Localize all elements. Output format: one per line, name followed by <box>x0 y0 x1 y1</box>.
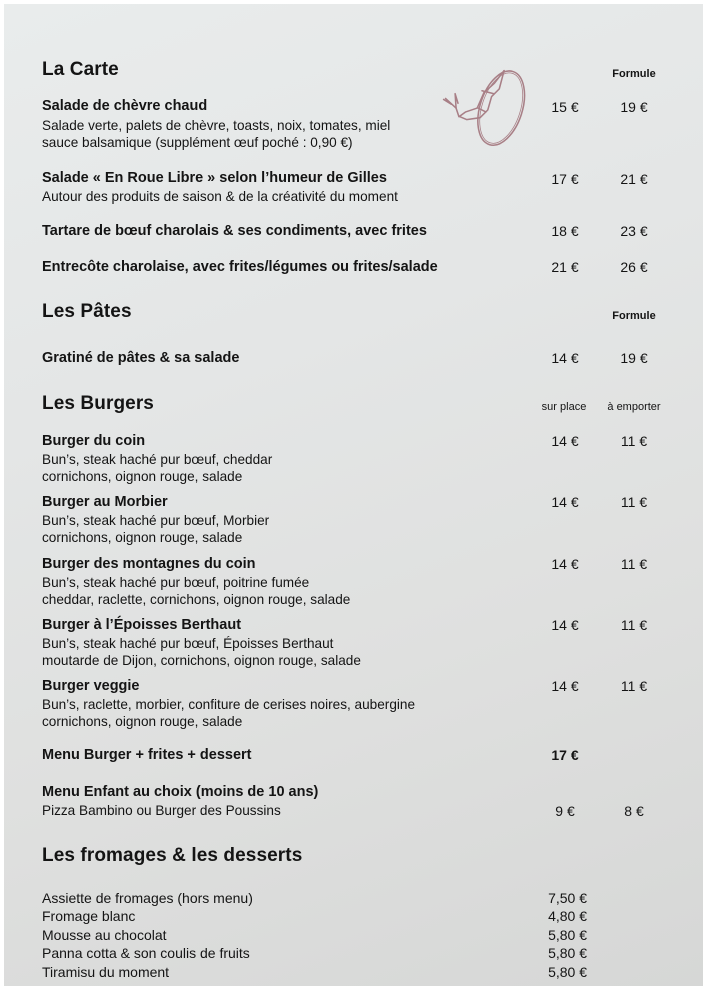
item-price-sur-place: 14 € <box>551 433 579 449</box>
item-price-sur-place: 14 € <box>551 678 579 694</box>
item-price-a-emporter: 11 € <box>620 494 648 510</box>
item-name: Burger des montagnes du coin <box>42 556 256 572</box>
item-description: Autour des produits de saison & de la créativité du moment <box>42 189 398 204</box>
item-price-a-emporter: 11 € <box>620 556 648 572</box>
item-name: Salade de chèvre chaud <box>42 98 208 114</box>
item-price-a-emporter: 8 € <box>624 803 644 819</box>
item-name: Menu Enfant au choix (moins de 10 ans) <box>42 784 319 800</box>
item-price-a-emporter: 11 € <box>620 678 648 694</box>
column-header-sur-place: sur place <box>541 401 587 413</box>
dessert-price: 4,80 € <box>548 908 587 925</box>
item-description: sauce balsamique (supplément œuf poché : 0,90 €) <box>42 135 353 150</box>
column-header-formule: Formule <box>612 310 656 322</box>
section-title-la-carte: La Carte <box>42 59 119 80</box>
item-price-formule: 19 € <box>620 99 648 115</box>
section-title-fromages-desserts: Les fromages & les desserts <box>42 845 303 866</box>
item-price-formule: 19 € <box>620 350 648 366</box>
item-price-formule: 23 € <box>620 223 648 239</box>
item-name: Menu Burger + frites + dessert <box>42 747 252 763</box>
dessert-price: 5,80 € <box>548 926 587 943</box>
item-price-a-emporter: 11 € <box>620 617 648 633</box>
section-title-les-pates: Les Pâtes <box>42 301 132 322</box>
item-name: Entrecôte charolaise, avec frites/légumes ou frites/salade <box>42 259 438 275</box>
item-name: Burger au Morbier <box>42 494 168 510</box>
item-description: Bun’s, steak haché pur bœuf, poitrine fumée <box>42 575 310 590</box>
item-price-sur-place: 9 € <box>555 803 575 819</box>
item-name: Gratiné de pâtes & sa salade <box>42 350 240 366</box>
item-price-formule: 26 € <box>620 259 648 275</box>
item-description: Bun’s, steak haché pur bœuf, Époisses Berthaut <box>42 636 334 651</box>
aerial-hoop-acrobat-icon <box>434 62 530 158</box>
dessert-price: 5,80 € <box>548 945 587 962</box>
dessert-name: Panna cotta & son coulis de fruits <box>42 945 250 962</box>
item-name: Tartare de bœuf charolais & ses condiments, avec frites <box>42 223 427 239</box>
item-price: 15 € <box>551 99 579 115</box>
item-price-sur-place: 14 € <box>551 556 579 572</box>
item-description: cornichons, oignon rouge, salade <box>42 714 243 729</box>
dessert-name: Fromage blanc <box>42 908 136 925</box>
dessert-price: 7,50 € <box>548 890 587 906</box>
item-price: 18 € <box>551 223 579 239</box>
item-description: cornichons, oignon rouge, salade <box>42 530 243 545</box>
item-description: cheddar, raclette, cornichons, oignon rouge, salade <box>42 592 351 607</box>
item-price-a-emporter: 11 € <box>620 433 648 449</box>
item-description: moutarde de Dijon, cornichons, oignon rouge, salade <box>42 653 361 668</box>
item-description: Bun’s, steak haché pur bœuf, cheddar <box>42 452 273 467</box>
item-description: Bun’s, steak haché pur bœuf, Morbier <box>42 513 270 528</box>
item-name: Burger à l’Époisses Berthaut <box>42 617 242 633</box>
column-header-formule: Formule <box>612 68 656 80</box>
column-header-a-emporter: à emporter <box>607 401 661 413</box>
item-description: Bun’s, raclette, morbier, confiture de cerises noires, aubergine <box>42 697 416 712</box>
dessert-price: 5,80 € <box>548 963 587 980</box>
item-name: Salade « En Roue Libre » selon l’humeur de Gilles <box>42 170 387 186</box>
item-price: 21 € <box>551 259 579 275</box>
item-description: Pizza Bambino ou Burger des Poussins <box>42 803 281 818</box>
item-description: cornichons, oignon rouge, salade <box>42 469 243 484</box>
item-price-sur-place: 14 € <box>551 617 579 633</box>
item-price-sur-place: 14 € <box>551 494 579 510</box>
item-description: Salade verte, palets de chèvre, toasts, noix, tomates, miel <box>42 118 391 133</box>
item-price: 14 € <box>551 350 579 366</box>
dessert-name: Tiramisu du moment <box>42 963 170 980</box>
item-name: Burger du coin <box>42 433 146 449</box>
dessert-name: Mousse au chocolat <box>42 926 167 943</box>
item-price-formule: 21 € <box>620 171 648 187</box>
item-price: 17 € <box>551 747 579 763</box>
item-name: Burger veggie <box>42 678 140 694</box>
section-title-les-burgers: Les Burgers <box>42 393 154 414</box>
dessert-name: Assiette de fromages (hors menu) <box>42 890 253 906</box>
item-price: 17 € <box>551 171 579 187</box>
